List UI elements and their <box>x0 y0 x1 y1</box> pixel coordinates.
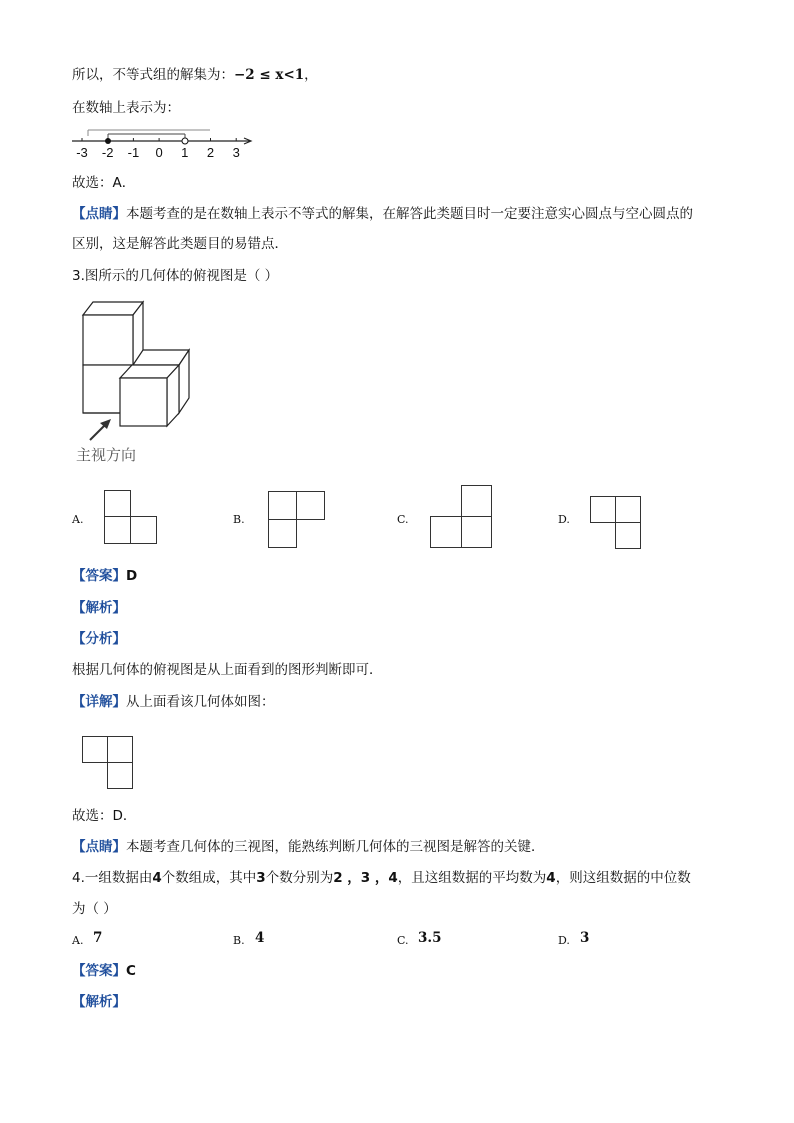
q4-option-c-label: C. <box>397 934 409 947</box>
q4-text: 个数组成，其中 <box>161 870 257 886</box>
q4-question-line1 <box>72 869 691 887</box>
q4-option-b-value: 4 <box>255 930 265 946</box>
comment-text: 本题考查几何体的三视图，能熟练判断几何体的三视图是解答的关键． <box>126 839 545 855</box>
q4-question-line2: 为（ ） <box>72 901 117 917</box>
solution-suffix: ， <box>304 67 318 83</box>
number-line-tick-label: -1 <box>127 145 140 160</box>
solution-line <box>72 66 318 84</box>
q3-top-view-figure <box>82 736 136 790</box>
q4-option-c-value: 3.5 <box>418 930 442 946</box>
number-line-tick-label: -2 <box>101 145 114 160</box>
answer-value: D <box>126 568 138 584</box>
q4-number: 4 <box>546 870 556 886</box>
solution-text: 所以，不等式组的解集为： <box>72 67 234 83</box>
q3-option-d-label: D. <box>558 513 570 526</box>
q4-option-d-label: D. <box>558 934 570 947</box>
detail-tag: 【详解】 <box>72 694 126 710</box>
q2-choice: 故选：A． <box>72 175 136 191</box>
q3-option-b-figure <box>268 491 326 549</box>
q3-choice: 故选：D． <box>72 808 137 824</box>
q4-option-a-label: A. <box>72 934 84 947</box>
q2-comment-line2: 区别，这是解答此类题目的易错点． <box>72 236 288 252</box>
detail-text: 从上面看该几何体如图： <box>126 694 275 710</box>
q4-text: 4.一组数据由 <box>72 870 153 886</box>
q3-option-a-figure <box>104 490 158 546</box>
q4-number: 4 <box>152 870 162 886</box>
solution-inequality: −2 ≤ x<1 <box>234 67 305 83</box>
answer-tag: 【答案】 <box>72 568 126 584</box>
number-line-tick-label: 2 <box>206 145 215 160</box>
q3-option-d-figure <box>590 496 644 550</box>
q3-fenxi-tag: 【分析】 <box>72 631 126 647</box>
number-line-tick-label: 1 <box>181 145 189 160</box>
hollow-point <box>182 138 188 144</box>
q4-text: ，则这组数据的中位数 <box>555 870 691 886</box>
q3-comment <box>72 838 545 856</box>
comment-tag: 【点睛】 <box>72 206 126 222</box>
number-line-tick-label: 3 <box>232 145 240 160</box>
q3-question: 3.图所示的几何体的俯视图是（ ） <box>72 268 279 284</box>
numberline-intro: 在数轴上表示为： <box>72 100 180 116</box>
q4-text: 个数分别为 <box>265 870 334 886</box>
q3-option-a-label: A. <box>72 513 84 526</box>
q3-option-b-label: B. <box>233 513 245 526</box>
answer-tag: 【答案】 <box>72 963 126 979</box>
q4-answer <box>72 962 136 980</box>
q3-option-c-label: C. <box>397 513 409 526</box>
q4-numbers: 2 ，3 ，4 <box>333 870 398 886</box>
q3-detail <box>72 693 275 711</box>
answer-value: C <box>126 963 136 979</box>
q3-analysis-tag: 【解析】 <box>72 600 126 616</box>
q3-fenxi-text: 根据几何体的俯视图是从上面看到的图形判断即可． <box>72 662 383 678</box>
q2-comment-line1 <box>72 205 693 223</box>
q4-option-a-value: 7 <box>93 930 103 946</box>
comment-tag: 【点睛】 <box>72 839 126 855</box>
solid-figure <box>76 298 206 466</box>
comment-text: 本题考查的是在数轴上表示不等式的解集，在解答此类题目时一定要注意实心圆点与空心圆点的 <box>126 206 693 222</box>
number-line-figure <box>70 124 260 164</box>
q4-option-b-label: B. <box>233 934 245 947</box>
figure-caption: 主视方向 <box>76 447 137 464</box>
q3-option-c-figure <box>430 485 494 549</box>
q4-number: 3 <box>256 870 266 886</box>
q4-text: ，且这组数据的平均数为 <box>397 870 547 886</box>
solid-point <box>105 138 111 144</box>
q4-option-d-value: 3 <box>580 930 590 946</box>
q4-analysis-tag: 【解析】 <box>72 994 126 1010</box>
number-line-tick-label: -3 <box>76 145 88 160</box>
q3-answer <box>72 567 137 585</box>
number-line-tick-label: 0 <box>155 145 163 160</box>
